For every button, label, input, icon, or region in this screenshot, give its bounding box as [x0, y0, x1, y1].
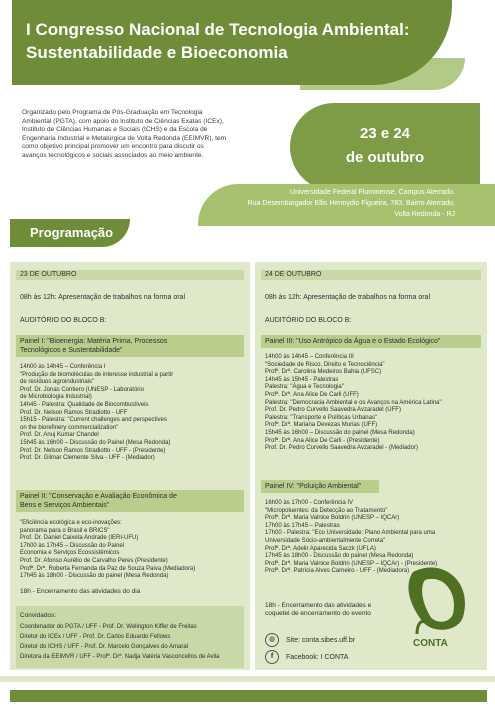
day1-column	[10, 262, 250, 670]
day2-column	[255, 262, 487, 670]
facebook-link[interactable]: Facebook: I CONTA	[285, 653, 349, 661]
day2-auditorio: AUDITÓRIO DO BLOCO B:	[265, 317, 352, 324]
panel2-title	[16, 490, 244, 512]
intro-line: avanços tecnológicos e sociais associados ao meio ambiente.	[22, 151, 204, 159]
panel3-line: Profª. Drª. Carolina Medeiros Bahia (UFSC)	[265, 369, 382, 376]
panel3-line: Profª. Drª. Ana Alice De Carli (UFF)	[265, 391, 359, 398]
panel4-line: 17h00 às 17h45 – Palestras	[265, 522, 340, 529]
day2-morning: 08h às 12h: Apresentação de trabalhos na forma oral	[265, 294, 430, 301]
intro-line: Organizado pelo Programa de Pós-Graduação em Tecnologia	[22, 109, 203, 116]
panel1-line: de Microbiologia Industrial)	[20, 394, 92, 401]
globe-icon: ◍	[265, 633, 279, 647]
panel1-line: 15h45 às 16h00 – Discussão do Painel (Mesa Redonda)	[20, 439, 171, 446]
panel4-line: Universidade Sócio-ambientalmente Correta"	[265, 537, 386, 544]
day2-date: 24 DE OUTUBRO	[261, 270, 481, 280]
panel4-line: 16h00 às 17h00 - Conferência IV	[265, 500, 354, 506]
event-dates	[290, 103, 480, 191]
panel3-line: Palestra: "Transporte e Políticas Urbanas"	[265, 414, 378, 421]
panel4-line: Profª. Drª. Maria Valnice Boldrin (UNESP – IQCAr)	[265, 515, 400, 522]
panel3-line: 14h00 às 14h45 – Conferência III	[265, 354, 354, 360]
day1-auditorio: AUDITÓRIO DO BLOCO B:	[20, 317, 107, 324]
convidado-line: Diretor do ICHS / UFF - Prof. Dr. Marcelo Gonçalves do Amaral	[20, 644, 189, 650]
panel2-body	[20, 520, 195, 581]
convidados-title: Convidados:	[20, 612, 57, 619]
panel3-line: "Sociedade de Risco, Direito e Tecnociência"	[265, 361, 385, 368]
day1-morning: 08h às 12h: Apresentação de trabalhos na forma oral	[20, 294, 185, 301]
panel1-body	[20, 364, 173, 463]
day1-closing: 18h - Encerramento das atividades do dia	[20, 588, 141, 595]
panel4-line: "Micropoluentes: da Detecção ao Tratamento"	[265, 507, 388, 514]
convidado-line: Diretora da EEIMVR / UFF - Profª. Drª. Nadja Valéria Vasconcellos de Avila	[20, 654, 220, 660]
panel2-line: panorama para o Brasil e BRICS"	[20, 527, 110, 534]
title-line-2: Sustentabilidade e Bioeconomia	[26, 43, 288, 62]
panel4-line: Profª. Drª. Maria Valnice Boldrin (UNESP – IQCAr) - (Presidente)	[265, 560, 438, 567]
title-line-1: I Congresso Nacional de Tecnologia Ambiental:	[26, 20, 410, 39]
panel1-line: Prof. Dr. Nelson Ramos Stradiotto - UFF	[20, 409, 128, 416]
conta-logo	[403, 562, 473, 657]
panel1-line: Prof. Dr. Gilmar Clemente Silva - UFF - (Mediador)	[20, 455, 155, 462]
panel1-line: 14h00 às 14h45 – Conferência I	[20, 364, 106, 370]
panel2-line: Prof. Dr. Afonso Aurélio de Carvalho Peres (Presidente)	[20, 557, 168, 564]
panel3-line: Profª. Drª. Ana Alice De Carli - (Presidente)	[265, 437, 380, 444]
footer-light-bar	[0, 676, 495, 682]
panel1-line: Prof. Dr. Jonas Contiero (UNESP - Laboratório	[20, 386, 144, 393]
panel2-line: 17h00 às 17h45 – Discussão do Painel	[20, 542, 125, 549]
programacao-heading	[10, 219, 130, 247]
panel1-line: on the biorefinery commercialization"	[20, 424, 119, 431]
panel3-line: Profª. Drª. Mariana Devezas Murias (UFF)	[265, 422, 378, 429]
panel3-line: 14h45 às 15h45 - Palestras	[265, 376, 339, 383]
panel3-line: Palestra: "Água e Tecnologia"	[265, 384, 344, 391]
panel3-line: Prof. Dr. Pedro Curvello Saavedra Avzaradel (UFF)	[265, 407, 401, 414]
closing-line: 18h - Encerramento das atividades e	[265, 602, 372, 609]
panel1-line: Prof. Dr. Anuj Kumar Chandel	[20, 432, 99, 439]
intro-line: como objetivo principal promover um encontro para discutir os	[22, 143, 204, 151]
convidados-list	[20, 622, 220, 662]
panel3-line: 15h45 às 16h00 – Discussão do painel (Mesa Redonda)	[265, 429, 415, 436]
day1-date: 23 DE OUTUBRO	[16, 270, 244, 280]
venue-line: Universidade Federal Fluminense, Campus Aterrado.	[290, 189, 455, 196]
panel1-line: de resíduos agroindustriais"	[20, 379, 95, 386]
panel1-title-line: Tecnológicos e Sustentabilidade"	[20, 347, 123, 354]
dates-line-2: de outubro	[345, 149, 425, 166]
panel3-line: Prof. Dr. Pedro Curvello Saavedra Avzaradel - (Mediador)	[265, 445, 418, 452]
closing-line: coquetel de encerramento do evento	[265, 609, 371, 617]
convidados-box	[16, 606, 244, 668]
dates-line-1: 23 e 24	[359, 125, 411, 142]
site-row[interactable]	[265, 633, 355, 647]
panel3-title: Painel III: "Uso Antrópico da Água e o Estado Ecológico"	[261, 335, 481, 348]
programacao-label: Programação	[30, 225, 114, 240]
panel2-line: 17h45 às 18h00 - Discussão do painel (Mesa Redonda)	[20, 573, 169, 580]
panel4-line: 17h00 - Palestra: "Eco Universidade: Plano Ambiental para uma	[265, 530, 436, 537]
panel1-title-line: Painel I: "Bioenergia: Matéria Prima, Processos	[20, 338, 168, 345]
panel1-line: 14h45 - Palestra: Qualidade de Biocombustíveis	[20, 401, 149, 408]
intro-line: Engenharia Industrial e Metalúrgica de Volta Redonda (EEIMVR), tem	[22, 134, 227, 142]
facebook-icon: f	[265, 650, 279, 664]
site-link[interactable]: Site: conta.sibes.uff.br	[285, 636, 356, 644]
panel1-line: Prof. Dr. Nelson Ramos Stradiotto - UFF - (Presidente)	[20, 447, 166, 454]
intro-line: Instituto de Ciências Humanas e Sociais (ICHS) e da Escola de	[22, 126, 208, 134]
panel3-line: Palestra: "Democracia Ambiental e os Avanços na América Latina"	[265, 399, 442, 406]
panel2-line: "Eficiência ecológica e eco-inovações:	[20, 520, 122, 526]
header-banner	[12, 0, 452, 85]
panel4-title: Painel IV: "Poluição Ambiental"	[261, 480, 379, 493]
panel1-line: 15h15 - Palestra: "Current challenges and perspectives	[20, 417, 167, 424]
panel2-title-line: Painel II: "Conservação e Avaliação Econômica de	[20, 493, 177, 500]
panel4-line: Profª. Drª. Adelir Aparecida Saczk (UFLA)	[265, 545, 376, 552]
venue-info	[198, 184, 495, 226]
venue-line: Rua Desembargador Ellis Hermydio Figueira, 783, Bairro Aterrado,	[247, 200, 455, 207]
panel2-title-line: Bens e Serviços Ambientais"	[20, 502, 110, 509]
panel1-title	[16, 335, 244, 357]
intro-text	[22, 109, 280, 161]
facebook-row[interactable]	[265, 650, 348, 664]
convidado-line: Diretor do ICEx / UFF - Prof. Dr. Carlos Eduardo Fellows	[20, 634, 171, 640]
panel2-line: Economia e Serviços Ecossistêmicos	[20, 550, 120, 557]
panel4-line: 17h45 às 18h00 - Discussão do painel (Mesa Redonda)	[265, 553, 414, 560]
panel1-line: "Produção de biomoléculas de interesse industrial a partir	[20, 371, 174, 378]
venue-line: Volta Redonda - RJ	[394, 211, 455, 218]
panel3-body	[265, 354, 442, 453]
day2-closing	[265, 602, 371, 617]
logo-text: CONTA	[413, 638, 448, 649]
intro-line: Ambiental (PGTA), com apoio do Instituto de Ciências Exatas (ICEx),	[22, 117, 224, 125]
panel4-line: Profª. Drª. Patrícia Alves Carneiro - UFF - (Mediadora)	[265, 568, 410, 575]
panel2-line: Prof. Dr. Daniel Caixeta Andrade (IERI-UFU)	[20, 535, 139, 542]
panel2-line: Profª. Drª. Roberta Fernanda da Paz de Souza Paiva (Mediadora)	[20, 565, 196, 572]
footer-dark-bar	[10, 690, 487, 702]
convidado-line: Coordenador do PGTA / UFF - Prof. Dr. Welington Kiffer de Freitas	[20, 624, 197, 630]
